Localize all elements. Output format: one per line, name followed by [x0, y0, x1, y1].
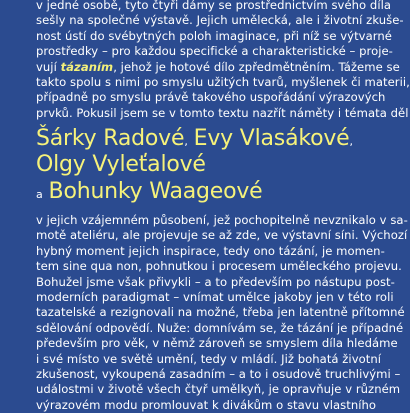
body-line-13: výrazovém modu promlouvat k divákům o stavu vlastního	[36, 397, 377, 412]
body-paragraph	[36, 213, 408, 413]
body-line-12: událostmi v životě všech čtyř umělkyň, je opravňuje v různém	[36, 382, 401, 397]
artist-name-waageova: Bohunky Waageové	[48, 179, 263, 204]
body-line-3: hybný moment jejich inspirace, tedy ono tázání, je momen-	[36, 243, 385, 258]
artist-names-line-3	[36, 179, 263, 208]
name-separator-2: ,	[349, 135, 353, 148]
body-line-4: tem sine qua non, pohnutkou i procesem uměleckého projevu.	[36, 259, 402, 274]
artist-name-radova: Šárky Radové	[36, 126, 185, 151]
body-line-5: Bohužel jsme však přivykli – a to především po nástupu post-	[36, 274, 395, 289]
intro-line-8: prvků. Pokusil jsem se v tomto textu nazřít náměty i témata děl	[36, 105, 409, 120]
intro-line-3: nost ústí do svébytných poloh imaginace, při níž se výtvarné	[36, 28, 392, 43]
artist-name-vyletalova: Olgy Vyleťalové	[36, 152, 206, 177]
conjunction-and: a	[36, 188, 43, 201]
body-line-8: sdělování odpovědí. Nuže: domnívám se, že tázání je případné	[36, 320, 404, 335]
intro-line-6: takto spolu s nimi po smyslu užitých tvarů, myšlenek či materii,	[36, 74, 410, 89]
artist-names-line-1	[36, 126, 353, 155]
body-line-6: moderních paradigmat – vnímat umělce jakoby jen v této roli	[36, 289, 394, 304]
intro-line-2: sešly na společné výstavě. Jejich umělecká, ale i životní zkuše-	[36, 13, 404, 28]
body-line-9: především pro věk, v němž zároveň se smyslem díla hledáme	[36, 336, 398, 351]
intro-line-5-rest: , jehož je hotové dílo zpředmětněním. Tážeme se	[113, 59, 400, 74]
intro-paragraph	[36, 0, 410, 121]
intro-line-1: v jedné osobě, tyto čtyři dámy se prostřednictvím svého díla	[36, 0, 392, 12]
name-separator: ,	[184, 135, 188, 148]
artist-name-vlasakova: Evy Vlasákové	[193, 126, 350, 151]
artist-names-line-2	[36, 152, 206, 178]
intro-line-7: případně po smyslu právě takového uspořádání výrazových	[36, 90, 386, 105]
intro-line-5	[36, 59, 400, 75]
body-line-11: zkušenost, vykoupená zasadním – a to i osudově truchlivými –	[36, 366, 401, 381]
body-line-7: tazatelské a rezignovali na možné, třeba jen latentně přítomné	[36, 305, 405, 320]
body-line-1: v jejich vzájemném působení, jež pochopitelně nevznikalo v sa-	[36, 213, 408, 227]
intro-line-5-start: vují	[36, 59, 61, 74]
body-line-10: i své místo ve světě umění, tedy v mládí. Již bohatá životní	[36, 351, 382, 366]
body-line-2: motě ateliéru, ale projevuje se až zde, ve výstavní síni. Výchozí	[36, 228, 408, 243]
emphasized-word: tázaním	[60, 59, 114, 74]
intro-line-4: prostředky – pro každou specifické a charakteristické – proje-	[36, 44, 393, 59]
